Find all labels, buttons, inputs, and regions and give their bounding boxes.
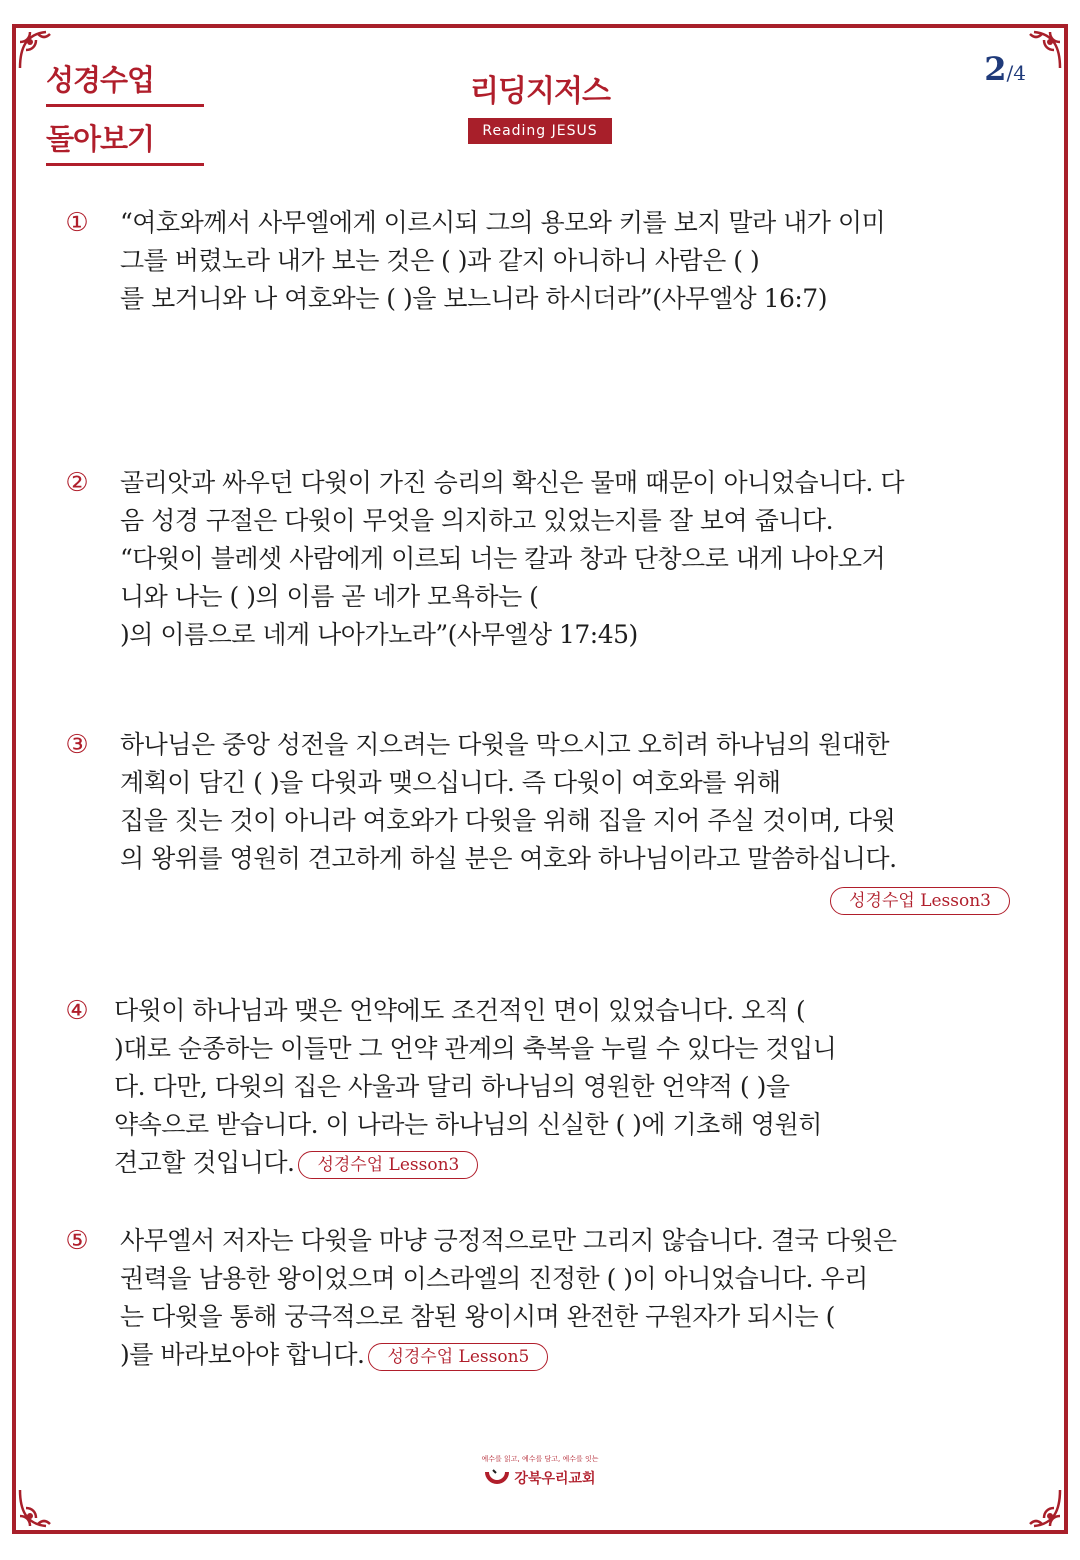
text-line: 견고할 것입니다. — [114, 1148, 295, 1177]
text-line: 약속으로 받습니다. 이 나라는 하나님의 신실한 ( )에 기초해 영원히 — [114, 1110, 822, 1139]
question-number: ① — [65, 208, 89, 238]
lesson-tag: 성경수업 Lesson5 — [368, 1343, 548, 1371]
page-subtitle: Reading JESUS — [468, 118, 611, 144]
text-line: )대로 순종하는 이들만 그 언약 관계의 축복을 누릴 수 있다는 것입니 — [114, 1034, 837, 1063]
section-heading-line2: 돌아보기 — [46, 122, 155, 156]
question-number: ③ — [65, 730, 89, 760]
brand-title-block — [440, 72, 640, 144]
text-line: 를 보거니와 나 여호와는 ( )을 보느니라 하시더라”(사무엘상 16:7) — [120, 284, 827, 313]
text-line: 음 성경 구절은 다윗이 무엇을 의지하고 있었는지를 잘 보여 줍니다. — [120, 506, 834, 535]
ornament-corner-icon — [16, 1486, 60, 1530]
page-number-total: /4 — [1006, 61, 1026, 85]
question-number: ⑤ — [65, 1226, 89, 1256]
text-line: 권력을 남용한 왕이었으며 이스라엘의 진정한 ( )이 아니었습니다. 우리 — [120, 1264, 868, 1293]
text-line: 하나님은 중앙 성전을 지으려는 다윗을 막으시고 오히려 하나님의 원대한 — [120, 730, 890, 759]
text-line: 그를 버렸노라 내가 보는 것은 ( )과 같지 아니하니 사람은 ( ) — [120, 246, 760, 275]
question-number: ② — [65, 468, 89, 498]
text-line-with-tag — [114, 1144, 1004, 1182]
lesson-tag: 성경수업 Lesson3 — [830, 887, 1010, 915]
ornament-corner-icon — [1020, 1486, 1064, 1530]
ornament-corner-icon — [1020, 28, 1064, 72]
text-line: “여호와께서 사무엘에게 이르시되 그의 용모와 키를 보지 말라 내가 이미 — [120, 208, 886, 237]
heading-underline — [46, 163, 204, 166]
text-line: 다윗이 하나님과 맺은 언약에도 조건적인 면이 있었습니다. 오직 ( — [114, 996, 806, 1025]
text-line-with-tag — [120, 1336, 1010, 1374]
section-heading — [46, 60, 204, 178]
text-line: 다. 다만, 다윗의 집은 사울과 달리 하나님의 영원한 언약적 ( )을 — [114, 1072, 790, 1101]
text-line: 계획이 담긴 ( )을 다윗과 맺으십니다. 즉 다윗이 여호와를 위해 — [120, 768, 781, 797]
church-logo — [470, 1468, 610, 1488]
text-line: )의 이름으로 네게 나아가노라”(사무엘상 17:45) — [120, 620, 638, 649]
page-title: 리딩지저스 — [470, 74, 610, 109]
text-line: 의 왕위를 영원히 견고하게 하실 분은 여호와 하나님이라고 말씀하십니다. — [120, 844, 897, 873]
text-line: 사무엘서 저자는 다윗을 마냥 긍정적으로만 그리지 않습니다. 결국 다윗은 — [120, 1226, 897, 1255]
text-line: 니와 나는 ( )의 이름 곧 네가 모욕하는 ( — [120, 582, 539, 611]
text-line: “다윗이 블레셋 사람에게 이르되 너는 칼과 창과 단창으로 내게 나아오거 — [120, 544, 886, 573]
text-line: 골리앗과 싸우던 다윗이 가진 승리의 확신은 물매 때문이 아니었습니다. 다 — [120, 468, 904, 497]
text-line: 집을 짓는 것이 아니라 여호와가 다윗을 위해 집을 지어 주실 것이며, 다윗 — [120, 806, 896, 835]
heading-underline — [46, 104, 204, 107]
question-text — [114, 992, 1004, 1182]
question-text — [120, 464, 1010, 654]
church-slogan: 예수를 읽고, 예수를 담고, 예수를 잇는 — [481, 1455, 599, 1463]
text-line: )를 바라보아야 합니다. — [120, 1340, 365, 1369]
text-line: 는 다윗을 통해 궁극적으로 참된 왕이시며 완전한 구원자가 되시는 ( — [120, 1302, 835, 1331]
church-logo-icon — [484, 1468, 510, 1488]
lesson-tag-row — [120, 880, 1010, 914]
question-text — [120, 726, 1010, 914]
page-number-current: 2 — [984, 50, 1007, 88]
lesson-tag: 성경수업 Lesson3 — [298, 1151, 478, 1179]
question-text — [120, 1222, 1010, 1374]
church-footer — [470, 1454, 610, 1488]
section-heading-line1: 성경수업 — [46, 63, 155, 97]
question-number: ④ — [65, 996, 89, 1026]
church-name: 강북우리교회 — [514, 1471, 596, 1487]
page-number — [984, 50, 1026, 88]
question-text — [120, 204, 1010, 318]
